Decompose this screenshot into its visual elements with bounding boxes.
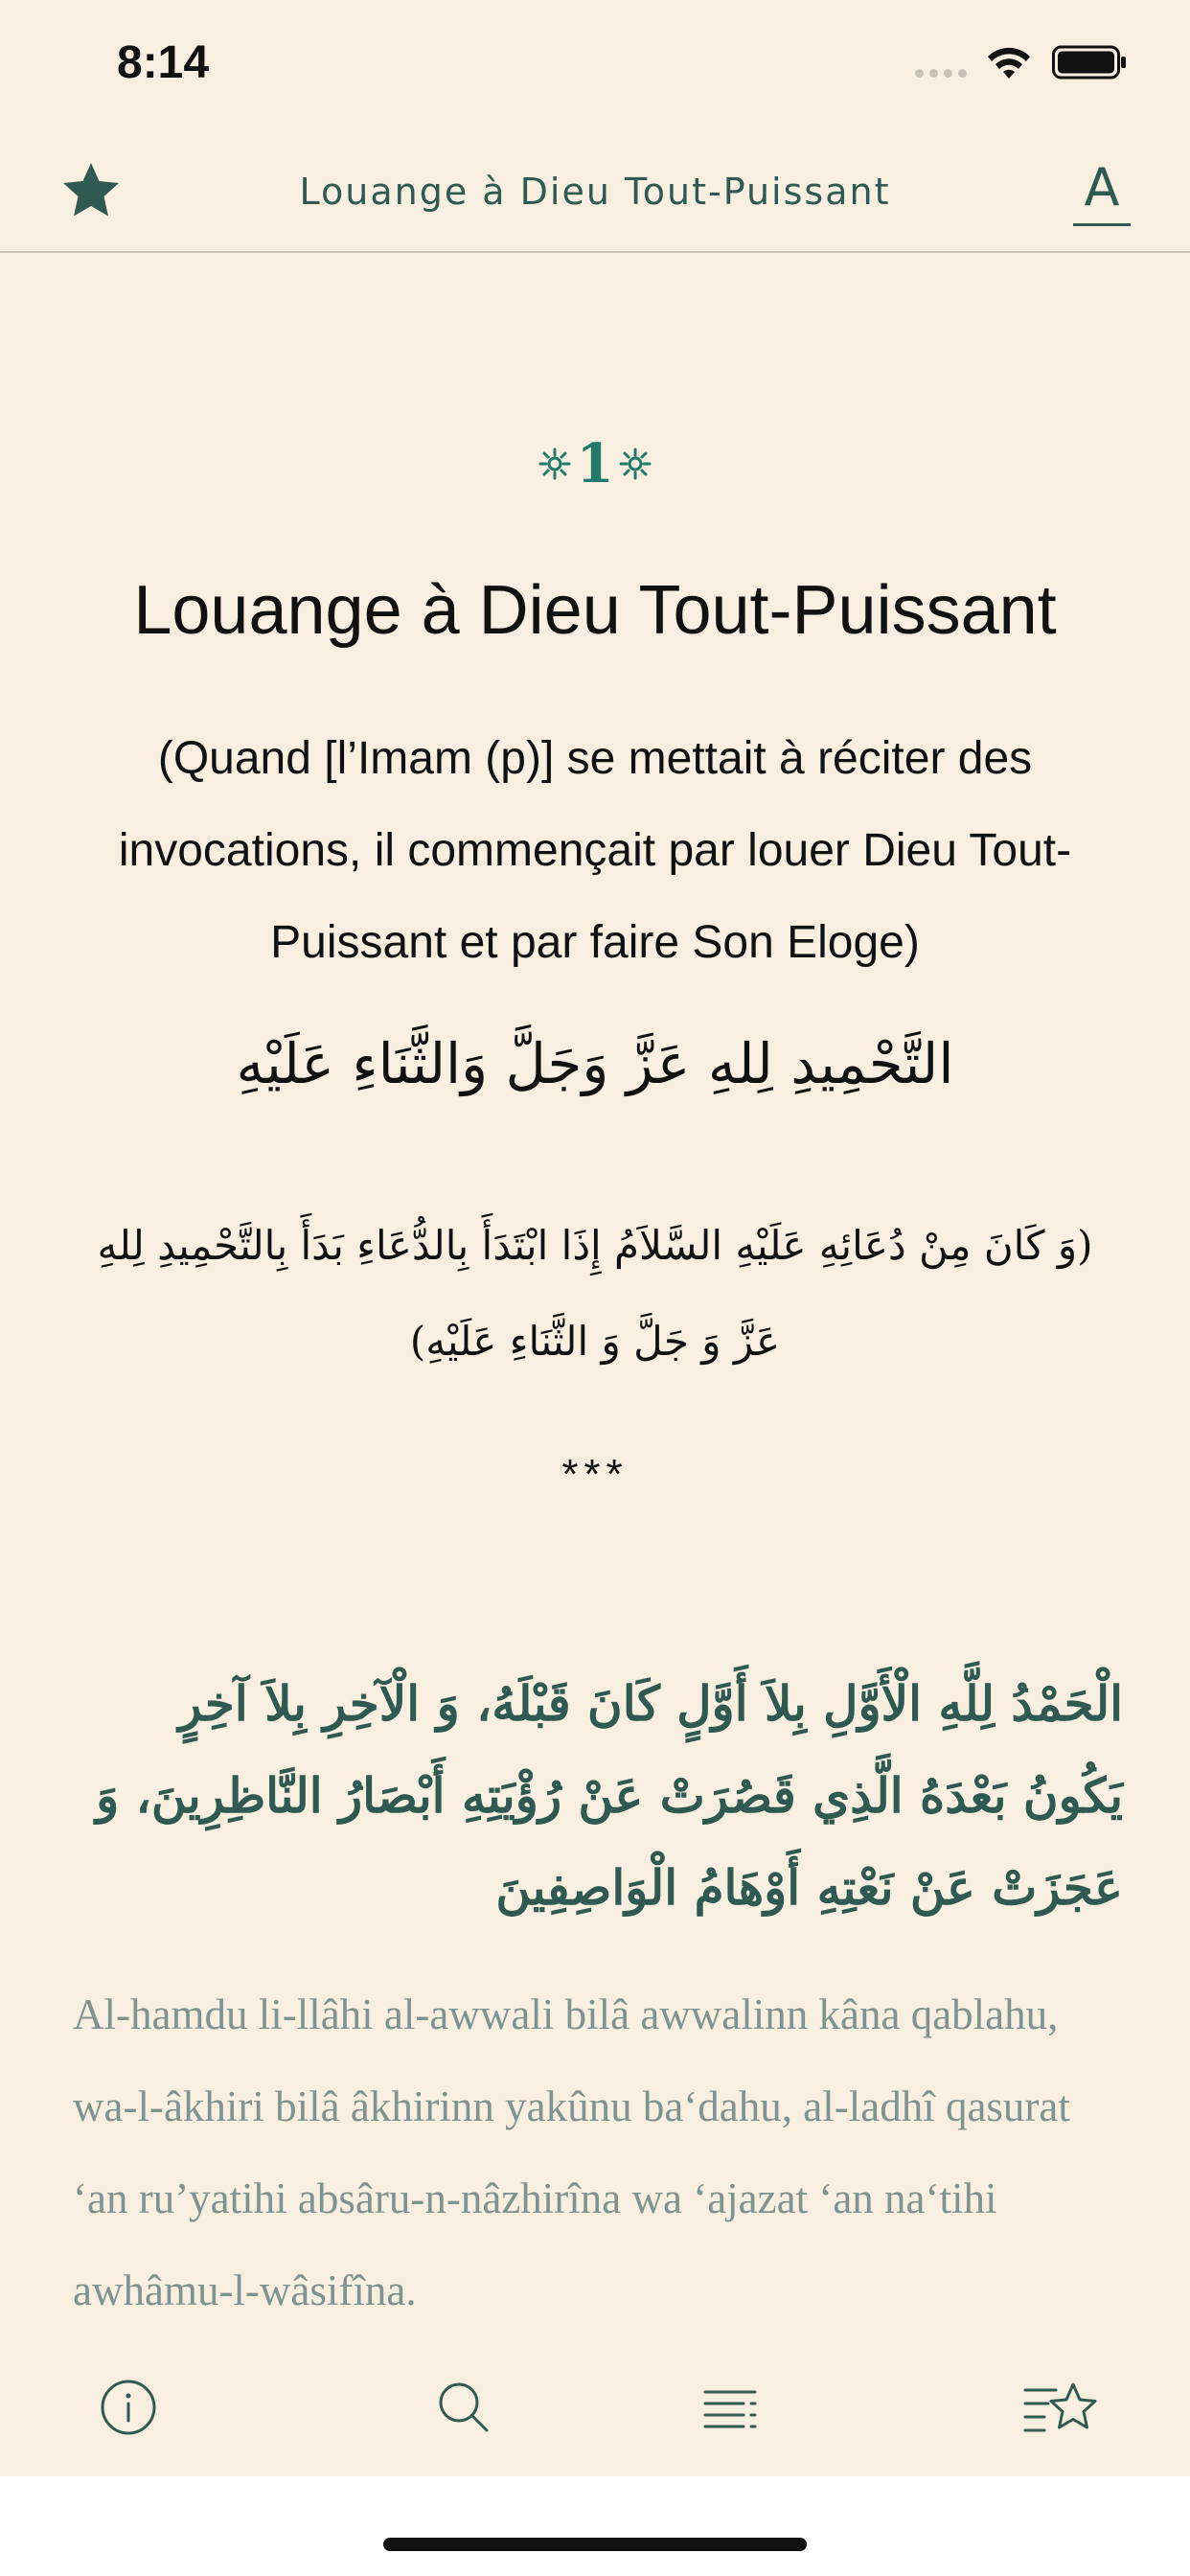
status-bar — [0, 0, 1190, 134]
navigation-bar — [0, 134, 1190, 253]
prayer-subtitle: (Quand [l’Imam (p)] se mettait à réciter des invocations, il commençait par louer Dieu Tout-Puissant et par faire Son Eloge) — [118, 733, 1072, 968]
arabic-verse: الْحَمْدُ لِلَّهِ الْأَوَّلِ بِلاَ أَوَّلٍ كَانَ قَبْلَهُ، وَ الْآخِرِ بِلاَ آخِرٍ يَكُونُ بَعْدَهُ الَّذِي قَصُرَتْ عَنْ رُؤْيَتِهِ أَبْصَارُ النَّاظِرِينَ، وَ عَجَزَتْ عَنْ نَعْتِهِ أَوْهَامُ الْوَاصِفِينَ — [96, 1675, 1123, 1916]
prayer-title: Louange à Dieu Tout-Puissant — [133, 572, 1057, 649]
arabic-subtitle: (وَ كَانَ مِنْ دُعَائِهِ عَلَيْهِ السَّلاَمُ إِذَا ابْتَدَأَ بِالدُّعَاءِ بَدَأَ بِالتَّحْمِيدِ لِلهِ عَزَّ وَ جَلَّ وَ الثَّنَاءِ عَلَيْهِ) — [97, 1222, 1093, 1365]
favorites-list-button[interactable] — [1021, 2377, 1098, 2438]
arabic-title: التَّحْمِيدِ لِلهِ عَزَّ وَجَلَّ وَالثَّنَاءِ عَلَيْهِ — [236, 1031, 954, 1096]
bottom-toolbar — [0, 2342, 1190, 2476]
home-indicator-area — [0, 2476, 1190, 2576]
section-separator: *** — [561, 1451, 629, 1498]
list-icon — [699, 2377, 761, 2438]
status-time: 8:14 — [117, 37, 210, 88]
nav-title: Louange à Dieu Tout-Puissant — [299, 171, 891, 213]
battery-icon — [1052, 44, 1129, 80]
search-icon — [433, 2377, 494, 2438]
prayer-number: 1 — [576, 432, 614, 495]
info-icon — [98, 2377, 159, 2438]
signal-dots-icon — [915, 69, 967, 78]
info-button[interactable] — [98, 2377, 159, 2438]
search-button[interactable] — [433, 2377, 494, 2438]
list-button[interactable] — [699, 2377, 761, 2438]
home-indicator[interactable] — [383, 2538, 807, 2551]
ornament-icon — [619, 448, 652, 480]
transliteration-text: Al-hamdu li-llâhi al-awwali bilâ awwalinn kâna qablahu, wa-l-âkhiri bilâ âkhirinn yakûnu ba‘dahu, al-ladhî qasurat ‘an ru’yatihi absâru-n-nâzhirîna wa ‘ajazat ‘an na‘tihi awhâmu-l-wâsifîna. — [73, 1990, 1070, 2314]
font-size-button[interactable]: A — [1073, 159, 1131, 226]
favorites-list-icon — [1021, 2377, 1098, 2438]
wifi-icon — [985, 44, 1033, 82]
prayer-number-badge — [528, 426, 662, 502]
ornament-icon — [538, 448, 571, 480]
